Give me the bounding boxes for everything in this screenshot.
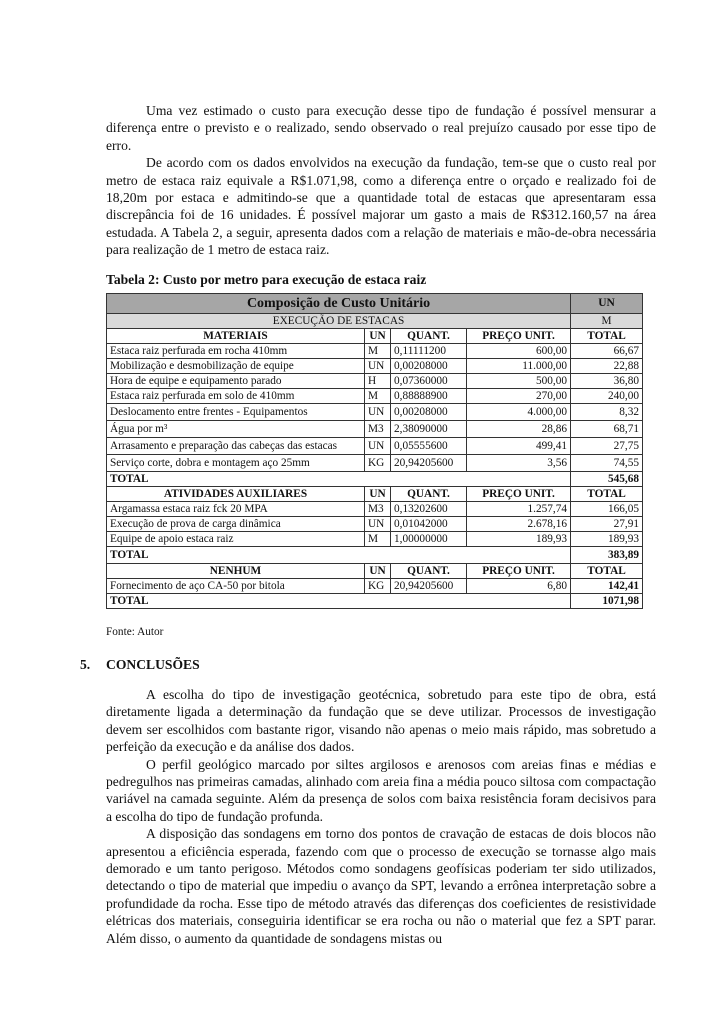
row-quant: 20,94205600 <box>391 455 467 472</box>
cost-table <box>106 293 643 609</box>
row-total: 27,75 <box>571 438 643 455</box>
unit-header: UN <box>571 294 643 314</box>
row-desc: Água por m³ <box>107 421 365 438</box>
row-un: M3 <box>365 502 391 517</box>
row-desc: Hora de equipe e equipamento parado <box>107 374 365 389</box>
row-preco: 600,00 <box>467 344 571 359</box>
row-un: UN <box>365 517 391 532</box>
row-total: 68,71 <box>571 421 643 438</box>
table-row <box>107 389 643 404</box>
row-total: 240,00 <box>571 389 643 404</box>
row-total: 142,41 <box>571 579 643 594</box>
row-desc: Deslocamento entre frentes - Equipamentos <box>107 404 365 421</box>
row-quant: 0,11111200 <box>391 344 467 359</box>
row-total: 22,88 <box>571 359 643 374</box>
row-quant: 0,00208000 <box>391 404 467 421</box>
col-quant: QUANT. <box>391 487 467 502</box>
row-quant: 0,07360000 <box>391 374 467 389</box>
row-desc: Execução de prova de carga dinâmica <box>107 517 365 532</box>
row-quant: 20,94205600 <box>391 579 467 594</box>
row-un: M <box>365 389 391 404</box>
section-heading <box>80 657 200 673</box>
row-desc: Argamassa estaca raiz fck 20 MPA <box>107 502 365 517</box>
row-total: 166,05 <box>571 502 643 517</box>
row-preco: 28,86 <box>467 421 571 438</box>
row-desc: Mobilização e desmobilização de equipe <box>107 359 365 374</box>
table-row <box>107 374 643 389</box>
row-total: 66,67 <box>571 344 643 359</box>
row-quant: 0,01042000 <box>391 517 467 532</box>
row-quant: 0,05555600 <box>391 438 467 455</box>
table-row <box>107 532 643 547</box>
conclusion-paragraph-2: O perfil geológico marcado por siltes argilosos e arenosos com areias finas e médias e pedregulhos nas primeiras camadas, alinhado com areia fina a média pouco siltosa com compactação variável na camada seguinte. Além da presença de solos com baixa resistência foram decisivos para a escolha do tipo de fundação profunda. <box>106 756 656 824</box>
col-un: UN <box>365 329 391 344</box>
total-row <box>107 472 643 487</box>
row-un: H <box>365 374 391 389</box>
col-preco: PREÇO UNIT. <box>467 487 571 502</box>
section-header-row <box>107 329 643 344</box>
col-preco: PREÇO UNIT. <box>467 329 571 344</box>
row-quant: 2,38090000 <box>391 421 467 438</box>
nenhum-header: NENHUM <box>107 564 365 579</box>
row-total: 36,80 <box>571 374 643 389</box>
auxiliares-header: ATIVIDADES AUXILIARES <box>107 487 365 502</box>
row-desc: Equipe de apoio estaca raiz <box>107 532 365 547</box>
row-un: M <box>365 344 391 359</box>
section-number: 5. <box>80 657 91 672</box>
row-quant: 0,13202600 <box>391 502 467 517</box>
row-desc: Estaca raiz perfurada em rocha 410mm <box>107 344 365 359</box>
row-desc: Serviço corte, dobra e montagem aço 25mm <box>107 455 365 472</box>
row-preco: 270,00 <box>467 389 571 404</box>
table-row <box>107 579 643 594</box>
table-row <box>107 404 643 421</box>
row-un: KG <box>365 579 391 594</box>
row-total: 8,32 <box>571 404 643 421</box>
table-row <box>107 502 643 517</box>
col-quant: QUANT. <box>391 329 467 344</box>
row-total: 189,93 <box>571 532 643 547</box>
row-preco: 499,41 <box>467 438 571 455</box>
table-subtitle: EXECUÇÃO DE ESTACAS <box>107 314 571 329</box>
row-desc: Fornecimento de aço CA-50 por bitola <box>107 579 365 594</box>
materiais-header: MATERIAIS <box>107 329 365 344</box>
row-preco: 3,56 <box>467 455 571 472</box>
row-preco: 6,80 <box>467 579 571 594</box>
row-preco: 4.000,00 <box>467 404 571 421</box>
intro-text <box>106 102 656 259</box>
total-value: 383,89 <box>571 547 643 564</box>
table-row <box>107 421 643 438</box>
total-label: TOTAL <box>107 594 571 609</box>
row-un: M3 <box>365 421 391 438</box>
row-desc: Arrasamento e preparação das cabeças das estacas <box>107 438 365 455</box>
section-header-row <box>107 564 643 579</box>
table-source: Fonte: Autor <box>106 626 164 638</box>
row-quant: 0,88888900 <box>391 389 467 404</box>
row-desc: Estaca raiz perfurada em solo de 410mm <box>107 389 365 404</box>
row-quant: 0,00208000 <box>391 359 467 374</box>
section-title: CONCLUSÕES <box>106 657 200 672</box>
total-value: 545,68 <box>571 472 643 487</box>
row-total: 74,55 <box>571 455 643 472</box>
col-total: TOTAL <box>571 487 643 502</box>
table-caption: Tabela 2: Custo por metro para execução de estaca raiz <box>106 272 427 287</box>
conclusion-paragraph-1: A escolha do tipo de investigação geotécnica, sobretudo para este tipo de obra, está diretamente ligada a determinação da fundação que se deve utilizar. Processos de investigação devem ser escolhidos com bastante rigor, visando não apenas o meio mais rápido, mas sobretudo a perfeição da execução e da análise dos dados. <box>106 687 656 755</box>
row-un: M <box>365 532 391 547</box>
row-un: KG <box>365 455 391 472</box>
total-label: TOTAL <box>107 472 571 487</box>
col-un: UN <box>365 487 391 502</box>
grand-total-value: 1071,98 <box>571 594 643 609</box>
row-preco: 189,93 <box>467 532 571 547</box>
table-title: Composição de Custo Unitário <box>107 294 571 314</box>
unit-value: M <box>571 314 643 329</box>
col-un: UN <box>365 564 391 579</box>
row-preco: 11.000,00 <box>467 359 571 374</box>
row-preco: 500,00 <box>467 374 571 389</box>
conclusion-paragraph-3: A disposição das sondagens em torno dos pontos de cravação de estacas de dois blocos não apresentou a eficiência esperada, fazendo com que o processo de execução se tornasse algo mais demorado e um tanto perigoso. Métodos como sondagens geofísicas poderiam ter sido utilizados, detectando o tipo de material que impediu o avanço da SPT, levando a errônea interpretação sobre a profundidade da rocha. Esse tipo de método através das diferenças dos coeficientes de resistividade elétricas dos materiais, conseguiria identificar se era rocha ou não o material que fez a SPT parar. Além disso, o aumento da quantidade de sondagens mistas ou <box>106 826 656 946</box>
total-row <box>107 594 643 609</box>
total-row <box>107 547 643 564</box>
table-row <box>107 438 643 455</box>
table-row <box>107 344 643 359</box>
row-un: UN <box>365 359 391 374</box>
intro-paragraph-2: De acordo com os dados envolvidos na execução da fundação, tem-se que o custo real por metro de estaca raiz equivale a R$1.071,98, como a diferença entre o orçado e realizado foi de 18,20m por estaca e admitindo-se que a quantidade total de estacas que apresentaram essa discrepância foi de 16 unidades. É possível majorar um gasto a mais de R$312.160,57 na área estudada. A Tabela 2, a seguir, apresenta dados com a relação de materiais e mão-de-obra necessária para realização de 1 metro de estaca raiz. <box>106 155 656 258</box>
table-row <box>107 455 643 472</box>
row-quant: 1,00000000 <box>391 532 467 547</box>
row-total: 27,91 <box>571 517 643 532</box>
conclusions-text <box>106 686 656 947</box>
col-total: TOTAL <box>571 329 643 344</box>
row-preco: 1.257,74 <box>467 502 571 517</box>
table-row <box>107 517 643 532</box>
section-header-row <box>107 487 643 502</box>
col-preco: PREÇO UNIT. <box>467 564 571 579</box>
table-row <box>107 359 643 374</box>
col-total: TOTAL <box>571 564 643 579</box>
total-label: TOTAL <box>107 547 571 564</box>
col-quant: QUANT. <box>391 564 467 579</box>
intro-paragraph-1: Uma vez estimado o custo para execução desse tipo de fundação é possível mensurar a diferença entre o previsto e o realizado, sendo observado o real prejuízo causado por esse tipo de erro. <box>106 103 656 153</box>
row-un: UN <box>365 404 391 421</box>
row-preco: 2.678,16 <box>467 517 571 532</box>
row-un: UN <box>365 438 391 455</box>
